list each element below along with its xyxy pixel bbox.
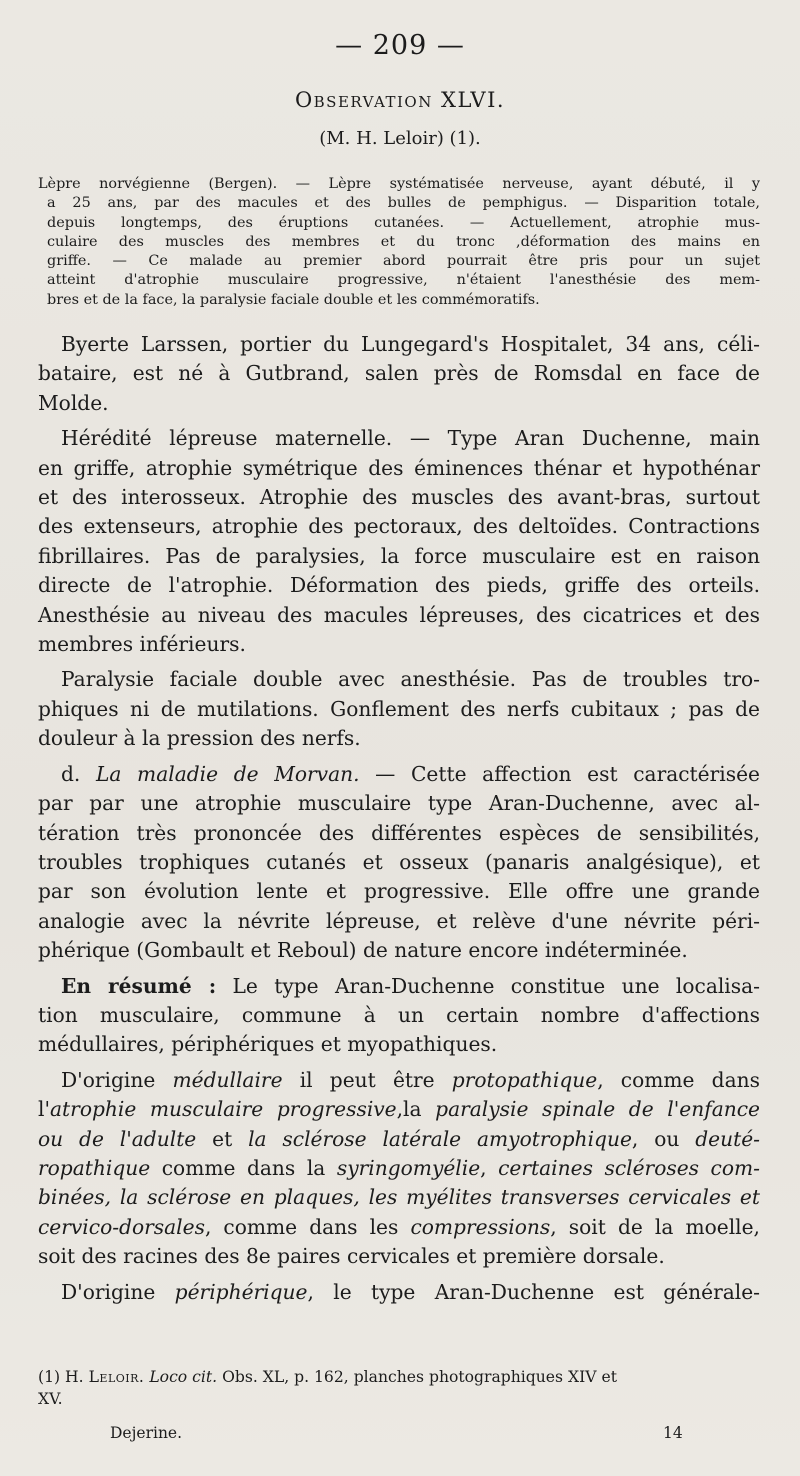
- observation-author: (M. H. Leloir) (1).: [319, 128, 481, 149]
- footnote-number: (1) H.: [38, 1368, 89, 1386]
- italic-run: la sclérose latérale amyotrophique: [248, 1126, 632, 1151]
- italic-run: compressions: [410, 1214, 551, 1239]
- footnote-author: Leloir.: [88, 1368, 145, 1386]
- paragraph-heredity: [38, 424, 760, 659]
- text-line: tion musculaire, commune à un certain nombre d'affections: [38, 1002, 760, 1027]
- italic-run: La maladie de Morvan.: [95, 761, 360, 786]
- italic-run: certaines scléroses com-: [498, 1155, 760, 1180]
- summary-line: culaire des muscles des membres et du tronc ,déformation des mains en: [47, 233, 760, 250]
- paragraph-facial: [38, 665, 760, 753]
- text-line: directe de l'atrophie. Déformation des pieds, griffe des orteils.: [38, 573, 760, 598]
- text-run: D'origine: [61, 1067, 173, 1092]
- paragraph-patient: [38, 330, 760, 418]
- text-line: en griffe, atrophie symétrique des éminences thénar et hypothénar: [38, 455, 760, 480]
- text-line: [38, 1213, 760, 1242]
- text-line: phiques ni de mutilations. Gonflement des nerfs cubitaux ; pas de: [38, 696, 760, 721]
- text-run: comme dans la: [150, 1155, 337, 1180]
- text-line: bataire, est né à Gutbrand, salen près de Romsdal en face de: [38, 361, 760, 386]
- text-line: Anesthésie au niveau des macules lépreuses, des cicatrices et des: [38, 602, 760, 627]
- footnote-line: XV.: [38, 1390, 63, 1408]
- text-run: , soit de la moelle,: [550, 1214, 760, 1239]
- text-run: , ou: [631, 1126, 696, 1151]
- text-line: phérique (Gombault et Reboul) de nature encore indéterminée.: [38, 938, 688, 963]
- paragraph-medullary: [38, 1066, 760, 1272]
- text-run: d.: [61, 761, 96, 786]
- text-line: [38, 1278, 760, 1307]
- text-line: et des interosseux. Atrophie des muscles des avant-bras, surtout: [38, 485, 760, 510]
- text-line: Paralysie faciale double avec anesthésie. Pas de troubles tro-: [61, 667, 760, 692]
- paragraph-resume: [38, 972, 760, 1060]
- summary-line: atteint d'atrophie musculaire progressive, n'étaient l'anesthésie des mem-: [47, 272, 760, 289]
- italic-run: périphérique: [174, 1279, 308, 1304]
- text-line: [38, 1095, 760, 1124]
- paragraph-morvan: [38, 760, 760, 966]
- text-line: Byerte Larssen, portier du Lungegard's Hospitalet, 34 ans, céli-: [61, 332, 760, 356]
- text-run: il peut être: [282, 1067, 452, 1092]
- bold-run: En résumé :: [61, 973, 217, 998]
- summary-line: a 25 ans, par des macules et des bulles de pemphigus. — Disparition totale,: [47, 195, 760, 212]
- text-line: Hérédité lépreuse maternelle. — Type Aran Duchenne, main: [61, 426, 760, 451]
- text-line: Molde.: [38, 390, 109, 415]
- footnote: [38, 1366, 760, 1410]
- italic-run: paralysie spinale de l'enfance: [435, 1097, 760, 1122]
- text-line: tération très prononcée des différentes espèces de sensibilités,: [38, 820, 760, 845]
- text-run: ,: [480, 1155, 499, 1180]
- text-line: par son évolution lente et progressive. Elle offre une grande: [38, 879, 760, 904]
- italic-run: médullaire: [172, 1067, 283, 1092]
- text-run: ,la: [396, 1097, 436, 1122]
- italic-run: syringomyélie: [336, 1155, 481, 1180]
- text-run: — Cette affection est caractérisée: [359, 761, 760, 786]
- italic-run: atrophie musculaire progressive: [50, 1097, 397, 1122]
- text-line: troubles trophiques cutanés et osseux (panaris analgésique), et: [38, 849, 760, 874]
- text-line: des extenseurs, atrophie des pectoraux, des deltoïdes. Contractions: [38, 514, 760, 539]
- italic-run: ou de l'adulte: [38, 1126, 197, 1151]
- text-line: [38, 1125, 760, 1154]
- text-line: douleur à la pression des nerfs.: [38, 726, 361, 751]
- text-line: [38, 1066, 760, 1095]
- text-run: D'origine: [61, 1279, 175, 1304]
- footnote-reference: Loco cit.: [149, 1368, 218, 1386]
- summary-line: bres et de la face, la paralysie faciale double et les commémoratifs.: [47, 291, 540, 308]
- text-line: médullaires, périphériques et myopathiques.: [38, 1032, 498, 1057]
- italic-run: ropathique: [38, 1155, 151, 1180]
- footnote-text: Obs. XL, p. 162, planches photographiques XIV et: [217, 1368, 617, 1386]
- italic-run: cervico-dorsales: [38, 1214, 205, 1239]
- italic-run: deuté-: [695, 1126, 760, 1151]
- page-number: — 209 —: [335, 30, 465, 61]
- observation-title: Observation XLVI.: [294, 88, 506, 112]
- paragraph-peripheral: [38, 1278, 760, 1307]
- summary-line: Lèpre norvégienne (Bergen). — Lèpre systématisée nerveuse, ayant débuté, il y: [38, 176, 760, 192]
- text-line: binées, la sclérose en plaques, les myélites transverses cervicales et: [38, 1185, 760, 1210]
- text-run: l': [38, 1097, 51, 1122]
- text-line: [38, 972, 760, 1001]
- text-run: , le type Aran-Duchenne est générale-: [307, 1279, 761, 1304]
- text-line: fibrillaires. Pas de paralysies, la force musculaire est en raison: [38, 543, 760, 568]
- signature-author: Dejerine.: [110, 1424, 183, 1442]
- text-line: membres inférieurs.: [38, 632, 246, 657]
- summary-line: depuis longtemps, des éruptions cutanées. — Actuellement, atrophie mus-: [47, 214, 760, 231]
- body-text: [38, 330, 760, 1313]
- text-line: par par une atrophie musculaire type Aran-Duchenne, avec al-: [38, 791, 760, 816]
- text-run: et: [196, 1126, 249, 1151]
- text-line: soit des racines des 8e paires cervicales et première dorsale.: [38, 1244, 665, 1269]
- signature-number: 14: [663, 1424, 683, 1442]
- text-line: [38, 1154, 760, 1183]
- text-run: , comme dans les: [204, 1214, 411, 1239]
- text-run: , comme dans: [597, 1067, 760, 1092]
- text-line: analogie avec la névrite lépreuse, et relève d'une névrite péri-: [38, 908, 760, 933]
- text-run: Le type Aran-Duchenne constitue une localisa-: [216, 973, 760, 998]
- footnote-line: [38, 1366, 760, 1388]
- italic-run: protopathique: [451, 1067, 598, 1092]
- summary-line: griffe. — Ce malade au premier abord pourrait être pris pour un sujet: [47, 253, 760, 270]
- text-line: [38, 760, 760, 789]
- case-summary: [38, 175, 760, 310]
